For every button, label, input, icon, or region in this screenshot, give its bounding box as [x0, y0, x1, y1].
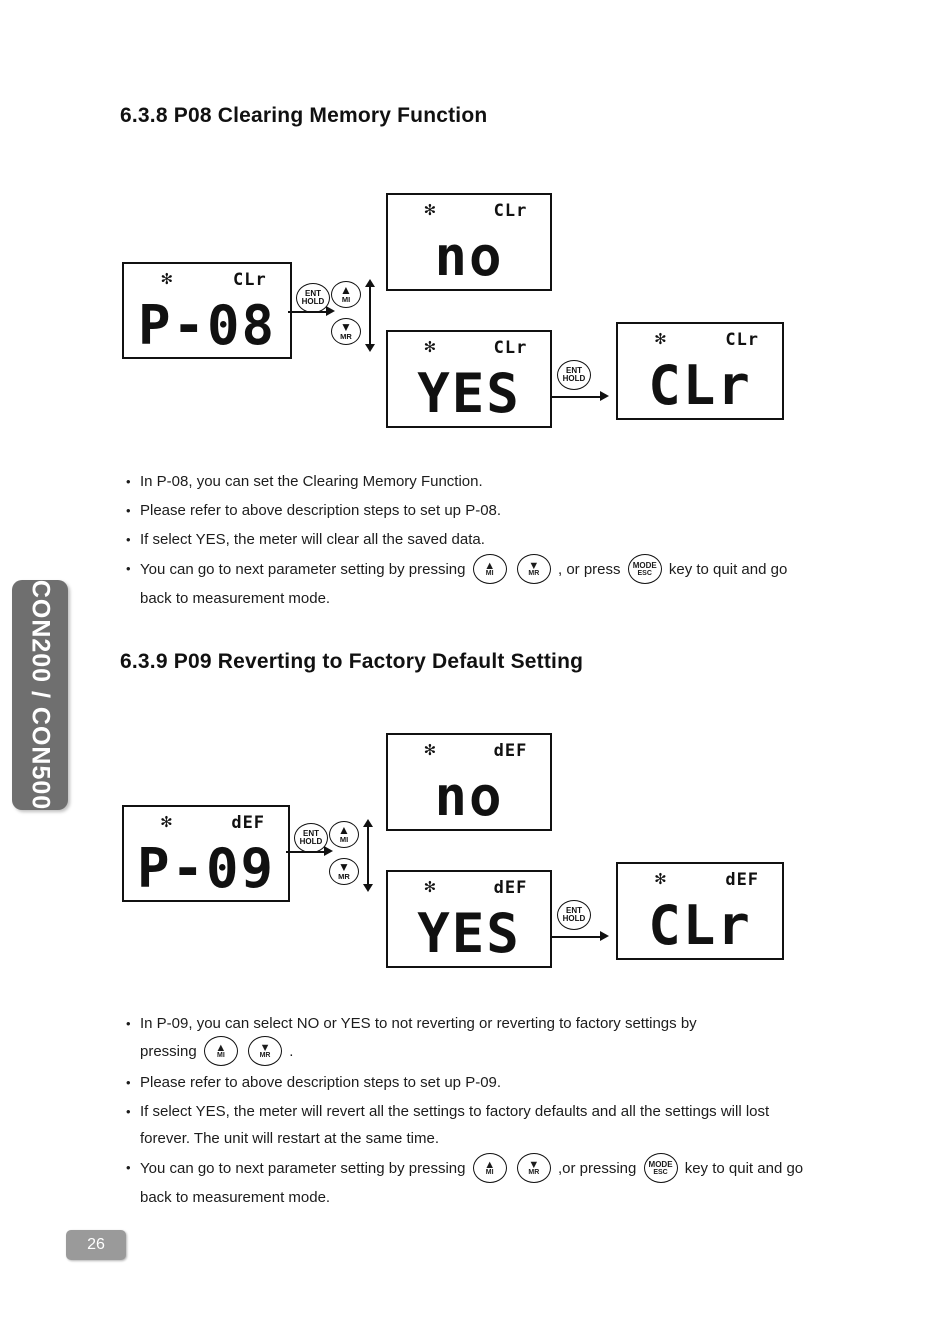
key-down-mr-inline[interactable] — [517, 554, 551, 584]
page-number: 26 — [66, 1230, 126, 1260]
lcd-label: CLr — [233, 270, 267, 290]
lcd-value: YES — [417, 362, 521, 425]
key-line1: ENT — [566, 906, 582, 915]
bullet-text-part1: You can go to next parameter setting by pressing — [140, 560, 466, 578]
lcd-value: no — [434, 225, 504, 288]
lcd-p09-param — [122, 805, 290, 902]
bullet-text-part3: key to quit and go — [684, 1159, 804, 1177]
side-tab-model — [12, 580, 68, 810]
bullet-text-line2: forever. The unit will restart at the same time. — [140, 1130, 440, 1147]
key-ent-hold-4[interactable] — [557, 900, 591, 930]
triangle-down-icon: ▼ — [259, 1041, 271, 1054]
key-ent-hold-1[interactable] — [296, 283, 330, 313]
key-line1: MODE — [632, 560, 657, 570]
key-ent-hold-2[interactable] — [557, 360, 591, 390]
key-line2: HOLD — [562, 374, 586, 383]
lcd-top-row — [618, 330, 782, 352]
lcd-label: dEF — [493, 878, 528, 898]
key-line1: MODE — [648, 1159, 673, 1169]
bullet-text-part1: You can go to next parameter setting by pressing — [140, 1159, 466, 1177]
gear-icon: ✻ — [654, 331, 667, 348]
bullet-item: • Please refer to above description steps to set up P-09. — [124, 1069, 864, 1096]
key-line2: MI — [485, 569, 494, 577]
lcd-label: CLr — [493, 338, 528, 358]
arrow-head-3 — [324, 846, 333, 856]
lcd-top-row — [388, 338, 550, 360]
bullet-text-part2: ,or pressing — [558, 1159, 637, 1177]
lcd-top-row — [388, 878, 550, 900]
key-line2: ESC — [653, 1168, 668, 1176]
triangle-up-icon: ▲ — [215, 1041, 227, 1054]
lcd-p08-yes — [386, 330, 552, 428]
arrow-up-2 — [363, 819, 373, 827]
arrow-up-1 — [365, 279, 375, 287]
triangle-down-icon: ▼ — [528, 559, 540, 572]
bullet-text-line1: If select YES, the meter will revert all the settings to factory defaults and all the settings will lost — [140, 1103, 770, 1120]
lcd-p09-no — [386, 733, 552, 831]
lcd-top-row — [124, 270, 290, 292]
triangle-down-icon: ▼ — [528, 1158, 540, 1171]
key-up-mi-inline[interactable] — [473, 1153, 507, 1183]
key-down-mr-inline[interactable] — [248, 1036, 282, 1066]
vertical-bar-2 — [367, 826, 369, 884]
key-line2: MR — [528, 1168, 540, 1176]
lcd-top-row — [388, 741, 550, 763]
gear-icon: ✻ — [423, 339, 437, 356]
triangle-down-icon: ▼ — [340, 319, 352, 334]
bullet-item: • Please refer to above description steps to set up P-08. — [124, 497, 854, 524]
bullet-item-with-keys — [124, 1154, 864, 1211]
lcd-value: YES — [417, 902, 521, 965]
triangle-down-icon: ▼ — [338, 859, 350, 874]
bullet-text-part3: . — [289, 1042, 294, 1060]
key-line2: MR — [338, 871, 350, 881]
key-line2: HOLD — [299, 837, 323, 846]
side-tab-label: CON200 / CON500 — [26, 579, 55, 811]
key-line2: MI — [485, 1168, 494, 1176]
key-line2: MR — [259, 1051, 271, 1059]
lcd-label: CLr — [725, 330, 760, 350]
arrow-down-1 — [365, 344, 375, 352]
key-line1: ENT — [566, 366, 582, 375]
key-up-mi-1[interactable] — [331, 281, 361, 308]
vertical-bar-1 — [369, 286, 371, 344]
key-line2: HOLD — [301, 297, 325, 306]
bullet-item-select — [124, 1010, 864, 1067]
lcd-value: CLr — [648, 354, 752, 417]
key-line2: MI — [339, 834, 349, 844]
arrow-head-4 — [600, 931, 609, 941]
lcd-value: P-09 — [136, 837, 276, 900]
arrow-line-4 — [552, 936, 604, 938]
triangle-up-icon: ▲ — [484, 559, 496, 572]
gear-icon: ✻ — [423, 742, 437, 759]
bullets-638 — [124, 468, 854, 614]
triangle-up-icon: ▲ — [338, 822, 350, 837]
lcd-value: no — [434, 765, 504, 828]
key-line2: MI — [216, 1051, 225, 1059]
arrow-down-2 — [363, 884, 373, 892]
key-up-mi-inline[interactable] — [473, 554, 507, 584]
key-line2: MI — [341, 294, 351, 304]
bullet-item-long — [124, 1098, 864, 1152]
lcd-label: dEF — [725, 870, 760, 890]
section-heading-639: 6.3.9 P09 Reverting to Factory Default Setting — [120, 650, 584, 673]
arrow-head-2 — [600, 391, 609, 401]
key-line2: MR — [340, 331, 352, 341]
gear-icon: ✻ — [160, 814, 173, 831]
key-mode-esc-inline[interactable] — [644, 1153, 678, 1183]
lcd-label: dEF — [493, 741, 528, 761]
lcd-top-row — [388, 201, 550, 223]
key-up-mi-inline[interactable] — [204, 1036, 238, 1066]
gear-icon: ✻ — [654, 871, 667, 888]
key-down-mr-1[interactable] — [331, 318, 361, 345]
bullet-line2-wrap — [140, 1037, 864, 1067]
key-down-mr-inline[interactable] — [517, 1153, 551, 1183]
triangle-up-icon: ▲ — [340, 282, 352, 297]
key-line2: HOLD — [562, 914, 586, 923]
lcd-label: CLr — [493, 201, 528, 221]
lcd-top-row — [124, 813, 288, 835]
key-line1: ENT — [303, 829, 319, 838]
key-line1: ENT — [305, 289, 321, 298]
bullet-text-part2: , or press — [558, 560, 621, 578]
triangle-up-icon: ▲ — [484, 1158, 496, 1171]
arrow-line-2 — [552, 396, 604, 398]
lcd-p09-result — [616, 862, 784, 960]
gear-icon: ✻ — [423, 202, 437, 219]
lcd-label: dEF — [231, 813, 266, 833]
lcd-top-row — [618, 870, 782, 892]
bullet-item: • If select YES, the meter will clear all the saved data. — [124, 526, 854, 553]
lcd-p08-result — [616, 322, 784, 420]
lcd-value: P-08 — [137, 294, 277, 357]
lcd-p09-yes — [386, 870, 552, 968]
section-heading-638: 6.3.8 P08 Clearing Memory Function — [120, 104, 488, 127]
gear-icon: ✻ — [423, 879, 437, 896]
key-ent-hold-3[interactable] — [294, 823, 328, 853]
bullet-text-part2: pressing — [140, 1042, 197, 1060]
key-down-mr-2[interactable] — [329, 858, 359, 885]
bullet-text-part3: key to quit and go — [668, 560, 788, 578]
bullet-item-with-keys — [124, 555, 854, 612]
bullet-text-line2: back to measurement mode. — [140, 590, 331, 607]
arrow-line-1 — [288, 311, 330, 313]
bullet-text-line2: back to measurement mode. — [140, 1189, 331, 1206]
bullet-item: • In P-08, you can set the Clearing Memory Function. — [124, 468, 854, 495]
bullets-639 — [124, 1010, 864, 1213]
arrow-line-3 — [286, 851, 328, 853]
key-up-mi-2[interactable] — [329, 821, 359, 848]
lcd-p08-param — [122, 262, 292, 359]
gear-icon: ✻ — [160, 271, 174, 288]
key-mode-esc-inline[interactable] — [628, 554, 662, 584]
lcd-value: CLr — [648, 894, 752, 957]
key-line2: ESC — [637, 569, 652, 577]
arrow-head-1 — [326, 306, 335, 316]
lcd-p08-no — [386, 193, 552, 291]
bullet-text-part1: In P-09, you can select NO or YES to not reverting or reverting to factory settings by — [140, 1015, 697, 1032]
key-line2: MR — [528, 569, 540, 577]
